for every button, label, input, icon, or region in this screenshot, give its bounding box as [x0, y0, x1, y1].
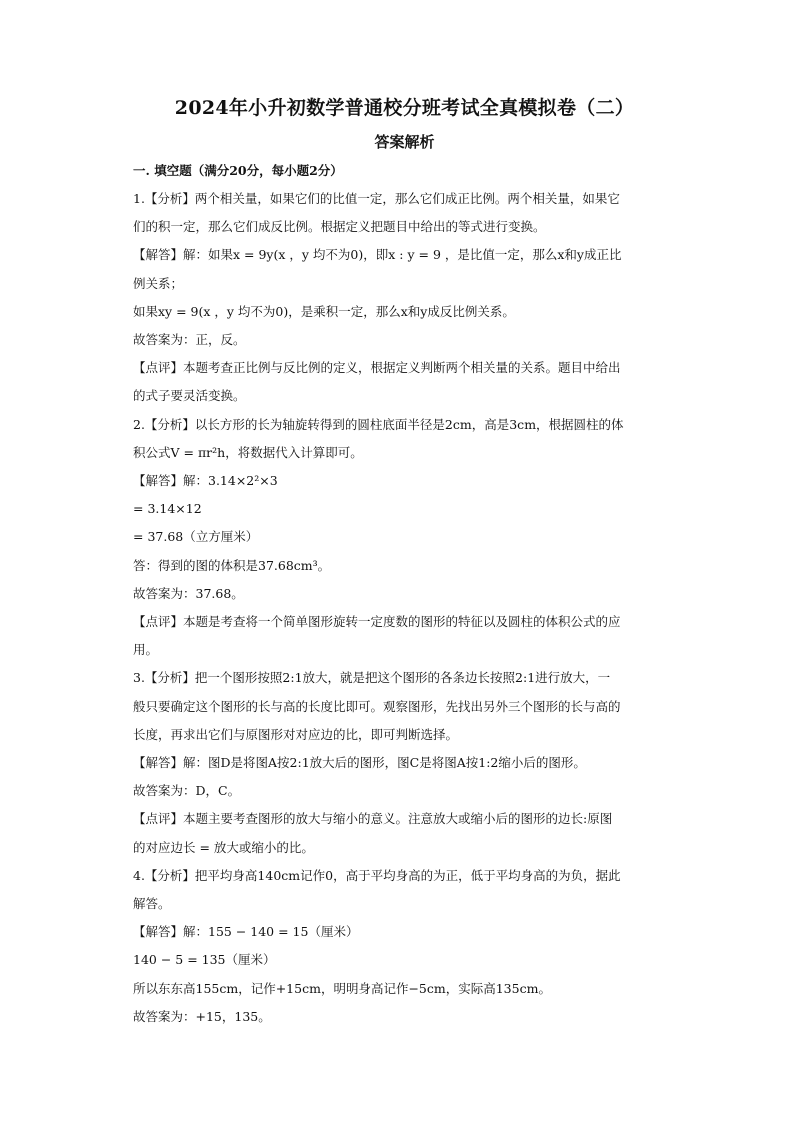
text-line: 的式子要灵活变换。 [133, 388, 246, 404]
text-line: 解答。 [133, 896, 171, 912]
text-line: 【解答】解：图D是将图A按2:1放大后的图形，图C是将图A按1:2缩小后的图形。 [133, 755, 586, 771]
text-line: = 3.14×12 [133, 501, 202, 517]
section-heading: 一. 填空题（满分20分，每小题2分） [133, 163, 343, 178]
text-line: 1.【分析】两个相关量，如果它们的比值一定，那么它们成正比例。两个相关量，如果它 [133, 191, 620, 206]
text-line: 用。 [133, 642, 159, 658]
text-line: 般只要确定这个图形的长与高的长度比即可。观察图形，先找出另外三个图形的长与高的 [133, 698, 621, 714]
text-line: 故答案为：+15，135。 [133, 1008, 271, 1024]
text-line: 故答案为：D，C。 [133, 783, 241, 799]
text-line: 长度，再求出它们与原图形对对应边的比，即可判断选择。 [133, 726, 459, 742]
text-line: 3.【分析】把一个图形按照2:1放大，就是把这个图形的各条边长按照2:1进行放大，一 [133, 670, 611, 686]
text-line: 例关系； [133, 275, 184, 291]
text-line: 积公式V = πr²h，将数据代入计算即可。 [133, 444, 363, 460]
text-line: 故答案为：37.68。 [133, 585, 244, 601]
text-line: 2.【分析】以长方形的长为轴旋转得到的圆柱底面半径是2cm，高是3cm，根据圆柱的体 [133, 416, 624, 432]
text-line: 【解答】解：155 − 140 = 15（厘米） [133, 924, 359, 940]
text-line: 140 − 5 = 135（厘米） [133, 952, 276, 968]
text-line: 如果xy = 9(x ，y 均不为0)，是乘积一定，那么x和y成反比例关系。 [133, 303, 515, 319]
text-line: 们的积一定，那么它们成反比例。根据定义把题目中给出的等式进行变换。 [133, 219, 546, 235]
text-line: 答：得到的图的体积是37.68cm³。 [133, 557, 331, 573]
document-title: 2024年小升初数学普通校分班考试全真模拟卷（二） [174, 97, 635, 119]
text-line: 【解答】解：如果x = 9y(x ，y 均不为0)，即x : y = 9 ，是比值一定，那么x和y成正比 [133, 247, 622, 263]
text-line: 的对应边长 = 放大或缩小的比。 [133, 839, 314, 855]
text-line: 故答案为：正，反。 [133, 332, 246, 348]
answer-body [133, 185, 676, 1031]
document-subtitle: 答案解析 [374, 133, 435, 151]
text-line: 所以东东高155cm，记作+15cm，明明身高记作−5cm，实际高135cm。 [133, 980, 551, 996]
text-line: 【点评】本题主要考查图形的放大与缩小的意义。注意放大或缩小后的图形的边长:原图 [133, 811, 613, 827]
text-line: = 37.68（立方厘米） [133, 529, 259, 545]
text-line: 【点评】本题是考查将一个简单图形旋转一定度数的图形的特征以及圆柱的体积公式的应 [133, 614, 621, 630]
text-line: 【解答】解：3.14×2²×3 [133, 473, 278, 489]
text-line: 4.【分析】把平均身高140cm记作0，高于平均身高的为正，低于平均身高的为负，据此 [133, 867, 621, 883]
text-line: 【点评】本题考查正比例与反比例的定义，根据定义判断两个相关量的关系。题目中给出 [133, 360, 621, 376]
